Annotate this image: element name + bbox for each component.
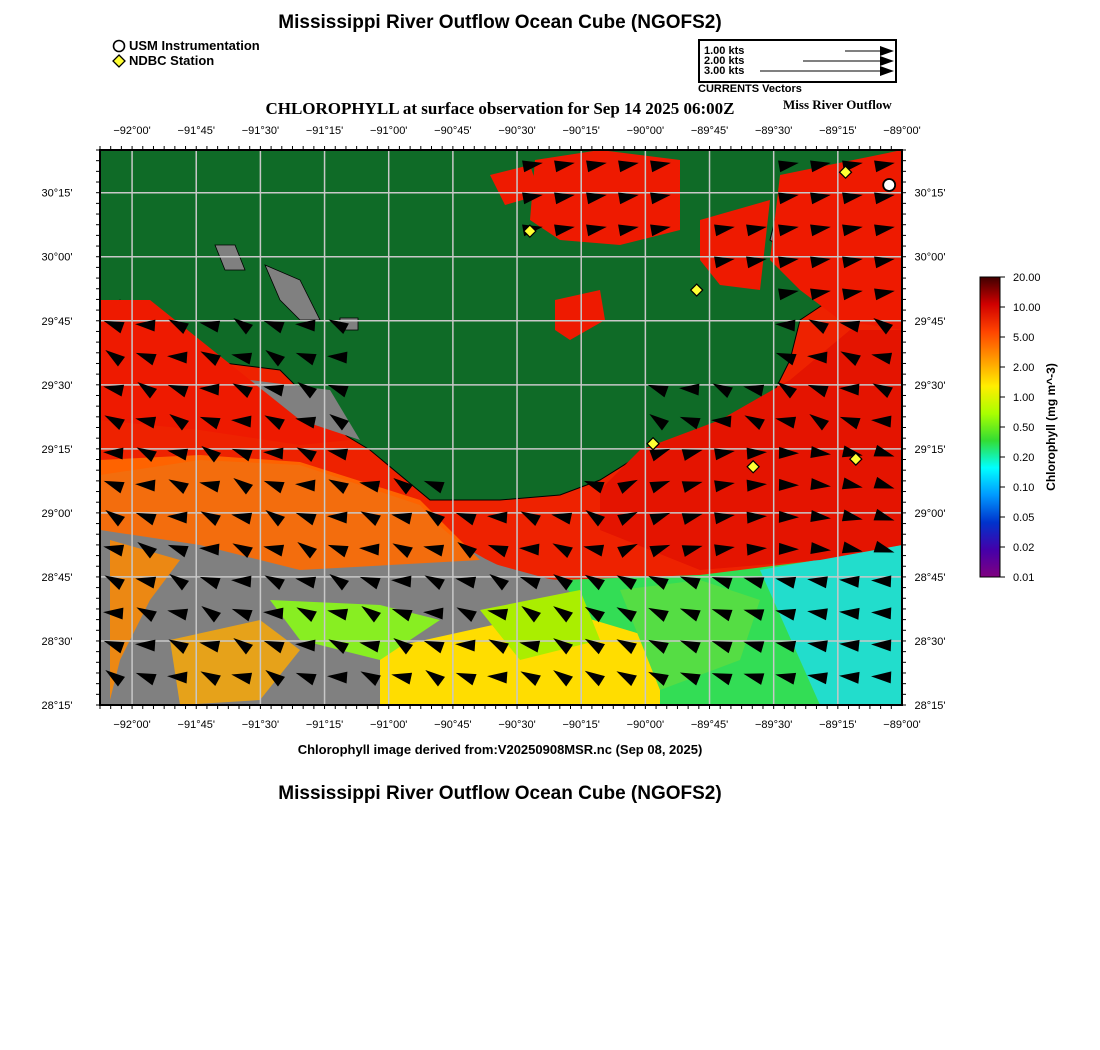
colorbar-label: 5.00 [1013, 332, 1035, 344]
colorbar-label: 0.02 [1013, 542, 1035, 554]
lon-tick-label: −90°30' [498, 719, 536, 731]
vector-caption: CURRENTS Vectors [698, 83, 802, 95]
lat-tick-label: 29°15' [914, 443, 946, 456]
lat-tick-label: 29°00' [41, 507, 73, 520]
lon-tick-label: −89°00' [883, 125, 921, 137]
lat-tick-label: 29°45' [914, 315, 946, 328]
lon-tick-label: −90°15' [562, 125, 600, 137]
lat-tick-label: 29°30' [41, 379, 73, 392]
colorbar-label: 20.00 [1013, 272, 1041, 284]
lon-tick-label: −91°45' [177, 125, 215, 137]
lat-tick-label: 29°15' [41, 443, 73, 456]
lon-tick-label: −90°45' [434, 125, 472, 137]
lon-tick-label: −90°45' [434, 719, 472, 731]
lat-tick-label: 28°15' [41, 700, 73, 712]
lat-tick-label: 30°00' [914, 251, 946, 264]
lon-tick-label: −91°00' [370, 719, 408, 731]
lon-tick-label: −90°00' [626, 719, 665, 731]
region-label: Miss River Outflow [783, 97, 892, 112]
page-title: Mississippi River Outflow Ocean Cube (NGOFS2) [278, 12, 722, 33]
lat-tick-label: 28°45' [914, 571, 946, 584]
lat-tick-label: 29°30' [914, 379, 946, 392]
lat-tick-label: 28°30' [914, 635, 946, 648]
lon-tick-label: −89°15' [819, 719, 857, 731]
lat-tick-label: 29°00' [914, 507, 946, 520]
colorbar-label: 10.00 [1013, 302, 1041, 314]
vector-scale-3kt: 3.00 kts [704, 65, 745, 77]
footer-source: Chlorophyll image derived from:V20250908MSR.nc (Sep 08, 2025) [297, 742, 703, 757]
lon-tick-label: −90°15' [562, 719, 600, 731]
vector-scale-2kt: 2.00 kts [704, 55, 745, 67]
lon-tick-label: −91°15' [305, 125, 344, 137]
lon-tick-label: −90°30' [498, 125, 536, 137]
lon-tick-label: −91°15' [305, 719, 344, 731]
usm-instrument-marker[interactable] [883, 179, 895, 191]
lon-tick-label: −92°00' [113, 719, 151, 731]
lat-tick-label: 28°45' [41, 571, 73, 584]
lon-tick-label: −90°00' [626, 125, 665, 137]
colorbar-label: 0.05 [1013, 512, 1035, 524]
vector-scale-1kt: 1.00 kts [704, 45, 745, 57]
lon-tick-label: −89°15' [819, 125, 857, 137]
legend-ndbc-label: NDBC Station [129, 53, 215, 68]
lon-tick-label: −92°00' [113, 125, 151, 137]
map-area [100, 150, 902, 705]
lat-tick-label: 30°00' [41, 251, 73, 264]
lon-tick-label: −89°45' [690, 125, 729, 137]
colorbar-label: 0.10 [1013, 482, 1035, 494]
lon-tick-label: −89°00' [883, 719, 921, 731]
lon-tick-label: −91°30' [241, 719, 280, 731]
lon-tick-label: −91°00' [370, 125, 408, 137]
colorbar-labels [1000, 272, 1041, 584]
colorbar-ramp [980, 277, 1000, 577]
lat-tick-label: 30°15' [914, 187, 946, 200]
page-title-repeat: Mississippi River Outflow Ocean Cube (NGOFS2) [278, 783, 722, 804]
observation-title: CHLOROPHYLL at surface observation for Sep 14 2025 06:00Z [265, 99, 735, 118]
lat-tick-label: 28°15' [914, 700, 946, 712]
lon-tick-label: −91°30' [241, 125, 280, 137]
lon-tick-label: −91°45' [177, 719, 215, 731]
colorbar-label: 0.20 [1013, 452, 1035, 464]
colorbar-label: 0.50 [1013, 422, 1035, 434]
colorbar-label: 1.00 [1013, 392, 1035, 404]
colorbar-title: Chlorophyll (mg m^-3) [1044, 363, 1058, 491]
lon-tick-label: −89°30' [754, 719, 793, 731]
lon-tick-label: −89°30' [754, 125, 793, 137]
legend-usm-label: USM Instrumentation [129, 38, 260, 53]
lon-tick-label: −89°45' [690, 719, 729, 731]
lat-tick-label: 28°30' [41, 635, 73, 648]
lat-tick-label: 29°45' [41, 315, 73, 328]
colorbar-label: 0.01 [1013, 572, 1035, 584]
colorbar-label: 2.00 [1013, 362, 1035, 374]
lat-tick-label: 30°15' [41, 187, 73, 200]
colorbar [980, 272, 1058, 584]
